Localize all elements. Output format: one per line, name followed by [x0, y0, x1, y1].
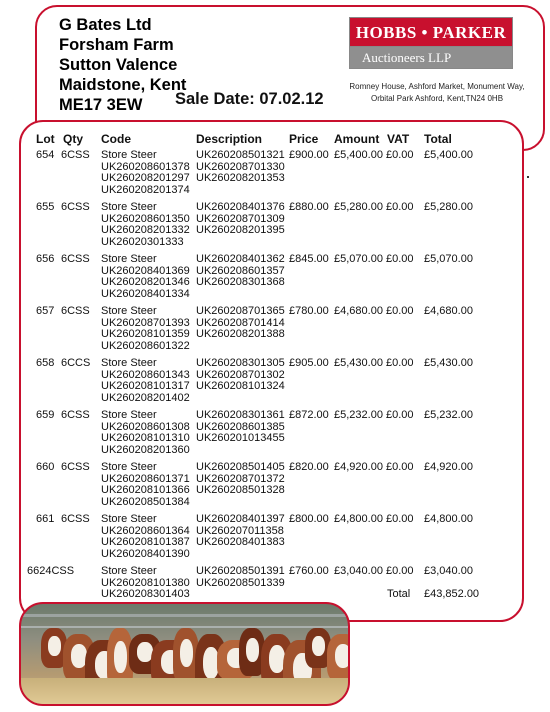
code-cell: UK260208201297	[101, 172, 190, 184]
price-cell: £800.00	[289, 513, 329, 525]
total-cell: £4,680.00	[424, 305, 473, 317]
col-header-total: Total	[424, 132, 452, 146]
col-header-description: Description	[196, 132, 263, 146]
description-cell: UK260208301368	[196, 276, 285, 288]
code-cell: UK260208401369	[101, 264, 190, 277]
description-cell: UK260208301361	[196, 409, 285, 421]
code-cell: UK260208601371	[101, 472, 190, 485]
qty-cell: 6CSS	[61, 409, 90, 421]
cow-face	[335, 644, 350, 668]
description-cell: UK260201013455	[196, 432, 285, 444]
auctioneer-address-line: Romney House, Ashford Market, Monument Way,	[349, 82, 525, 91]
lot-cell: 661	[36, 513, 55, 525]
price-cell: £905.00	[289, 357, 329, 369]
description-cell: UK260208601385	[196, 420, 285, 433]
total-cell: £5,400.00	[424, 149, 473, 161]
cattle-feeding-photo	[19, 602, 350, 706]
code-cell: Store Steer	[101, 357, 157, 369]
total-cell: £5,232.00	[424, 409, 473, 421]
description-cell: UK260208601357	[196, 264, 285, 277]
code-cell: Store Steer	[101, 461, 157, 473]
code-cell: UK260208101366	[101, 484, 190, 496]
auctioneer-address-line: Orbital Park Ashford, Kent,TN24 0HB	[370, 94, 504, 103]
code-cell: UK260208701393	[101, 316, 190, 329]
amount-cell: £5,280.00	[334, 201, 383, 213]
lot-cell: 658	[36, 357, 55, 369]
vat-cell: £0.00	[386, 201, 414, 213]
amount-cell: £3,040.00	[334, 565, 383, 577]
price-cell: £845.00	[289, 253, 329, 265]
code-cell: UK260208601308	[101, 420, 190, 433]
total-cell: £5,430.00	[424, 357, 473, 369]
cow-face	[48, 636, 61, 656]
code-cell: UK260208101380	[101, 576, 190, 589]
address-line: Sutton Valence	[59, 56, 178, 74]
description-cell: UK260208501339	[196, 576, 285, 589]
total-cell: £3,040.00	[424, 565, 473, 577]
description-cell: UK260208401362	[196, 253, 285, 265]
total-cell: £4,920.00	[424, 461, 473, 473]
price-cell: £872.00	[289, 409, 329, 421]
col-header-lot: Lot	[36, 132, 55, 146]
description-cell: UK260207011358	[196, 524, 284, 537]
lot-cell: 660	[36, 461, 55, 473]
code-cell: Store Steer	[101, 305, 157, 317]
description-cell: UK260208501328	[196, 484, 285, 496]
sale-table	[19, 120, 524, 622]
amount-cell: £4,920.00	[334, 461, 383, 473]
description-cell: UK260208201395	[196, 224, 285, 236]
auctioneer-address	[337, 81, 537, 105]
col-header-amount: Amount	[334, 132, 380, 146]
grand-total-value: £43,852.00	[424, 588, 480, 600]
qty-cell: 6CSS	[61, 461, 90, 473]
qty-cell: 6CSS	[61, 513, 90, 525]
amount-cell: £4,800.00	[334, 513, 383, 525]
description-cell: UK260208701414	[196, 316, 285, 329]
photo-rail	[21, 614, 348, 617]
lot-cell: 657	[36, 305, 55, 317]
qty-cell: 6CSS	[61, 253, 90, 265]
logo-subtitle: Auctioneers LLP	[349, 47, 513, 69]
description-cell: UK260208501405	[196, 461, 285, 473]
qty-cell: 6CCS	[61, 357, 91, 369]
photo-straw	[21, 678, 348, 704]
description-cell: UK260208101324	[196, 380, 285, 392]
code-cell: UK260208101310	[101, 432, 190, 444]
description-cell: UK260208401376	[196, 201, 285, 213]
cow-figure	[327, 634, 350, 682]
lot-cell: 656	[36, 253, 55, 265]
vat-cell: £0.00	[386, 513, 414, 525]
code-cell: UK260208401390	[101, 547, 190, 560]
qty-cell: 6CSS	[61, 305, 90, 317]
description-cell: UK260208401383	[196, 536, 285, 548]
code-cell: UK260208501384	[101, 495, 190, 508]
amount-cell: £4,680.00	[334, 305, 383, 317]
lot-cell: 655	[36, 201, 55, 213]
description-cell: UK260208701372	[196, 472, 285, 485]
description-cell: UK260208701365	[196, 305, 285, 317]
total-cell: £5,280.00	[424, 201, 473, 213]
code-cell: UK26020301333	[101, 235, 184, 248]
sale-date: Sale Date: 07.02.12	[175, 90, 324, 108]
code-cell: UK260208201346	[101, 276, 190, 288]
description-cell: UK260208301305	[196, 357, 285, 369]
price-cell: £780.00	[289, 305, 329, 317]
code-cell: UK260208101387	[101, 536, 190, 548]
code-cell: UK260208601322	[101, 339, 190, 352]
vat-cell: £0.00	[386, 409, 414, 421]
description-cell: UK260208201388	[196, 328, 285, 340]
address-line: Forsham Farm	[59, 36, 174, 54]
code-cell: Store Steer	[101, 253, 157, 265]
code-cell: UK260208601350	[101, 212, 190, 225]
vat-cell: £0.00	[386, 253, 414, 265]
col-header-qty: Qty	[63, 132, 84, 146]
code-cell: Store Steer	[101, 201, 157, 213]
total-cell: £5,070.00	[424, 253, 473, 265]
description-cell: UK260208501321	[196, 149, 285, 161]
code-cell: UK260208201332	[101, 224, 190, 236]
address-line: G Bates Ltd	[59, 16, 152, 34]
qty-cell: 6CSS	[61, 201, 90, 213]
description-cell: UK260208701309	[196, 212, 285, 225]
hobbs-parker-logo	[349, 17, 513, 69]
stray-mark	[527, 176, 529, 178]
buyer-address	[59, 15, 186, 115]
amount-cell: £5,232.00	[334, 409, 383, 421]
lot-cell: 659	[36, 409, 55, 421]
description-cell: UK260208401397	[196, 513, 285, 525]
description-cell: UK260208201353	[196, 172, 285, 184]
code-cell: UK260208201374	[101, 183, 190, 196]
cow-face	[246, 638, 259, 662]
address-line: Maidstone, Kent	[59, 76, 187, 94]
col-header-price: Price	[289, 132, 319, 146]
logo-name: HOBBS • PARKER	[349, 17, 513, 47]
grand-total-label: Total	[387, 588, 411, 600]
code-cell: UK260208201402	[101, 391, 190, 404]
code-cell: Store Steer	[101, 409, 157, 421]
description-cell: UK260208501391	[196, 565, 285, 577]
price-cell: £880.00	[289, 201, 329, 213]
code-cell: UK260208401334	[101, 287, 190, 300]
amount-cell: £5,070.00	[334, 253, 383, 265]
lot-cell: 654	[36, 149, 55, 161]
code-cell: Store Steer	[101, 513, 157, 525]
code-cell: UK260208601364	[101, 524, 190, 537]
description-cell: UK260208701330	[196, 160, 285, 173]
code-cell: UK260208601343	[101, 368, 190, 381]
cow-face	[180, 639, 193, 667]
price-cell: £820.00	[289, 461, 329, 473]
col-header-vat: VAT	[387, 132, 410, 146]
amount-cell: £5,430.00	[334, 357, 383, 369]
vat-cell: £0.00	[386, 461, 414, 473]
description-cell: UK260208701302	[196, 368, 285, 381]
price-cell: £900.00	[289, 149, 329, 161]
vat-cell: £0.00	[386, 149, 414, 161]
code-cell: UK260208301403	[101, 588, 190, 600]
cow-face	[312, 636, 325, 656]
cow-face	[114, 641, 127, 673]
postcode: ME17 3EW	[59, 96, 143, 114]
vat-cell: £0.00	[386, 305, 414, 317]
lot-qty-cell: 6624CSS	[27, 565, 75, 577]
price-cell: £760.00	[289, 565, 329, 577]
code-cell: UK260208101317	[101, 380, 190, 392]
code-cell: UK260208201360	[101, 443, 190, 456]
total-cell: £4,800.00	[424, 513, 473, 525]
qty-cell: 6CSS	[61, 149, 90, 161]
code-cell: UK260208601378	[101, 160, 190, 173]
col-header-code: Code	[101, 132, 131, 146]
vat-cell: £0.00	[386, 565, 414, 577]
code-cell: Store Steer	[101, 149, 157, 161]
amount-cell: £5,400.00	[334, 149, 383, 161]
vat-cell: £0.00	[386, 357, 414, 369]
code-cell: UK260208101359	[101, 328, 190, 340]
code-cell: Store Steer	[101, 565, 157, 577]
